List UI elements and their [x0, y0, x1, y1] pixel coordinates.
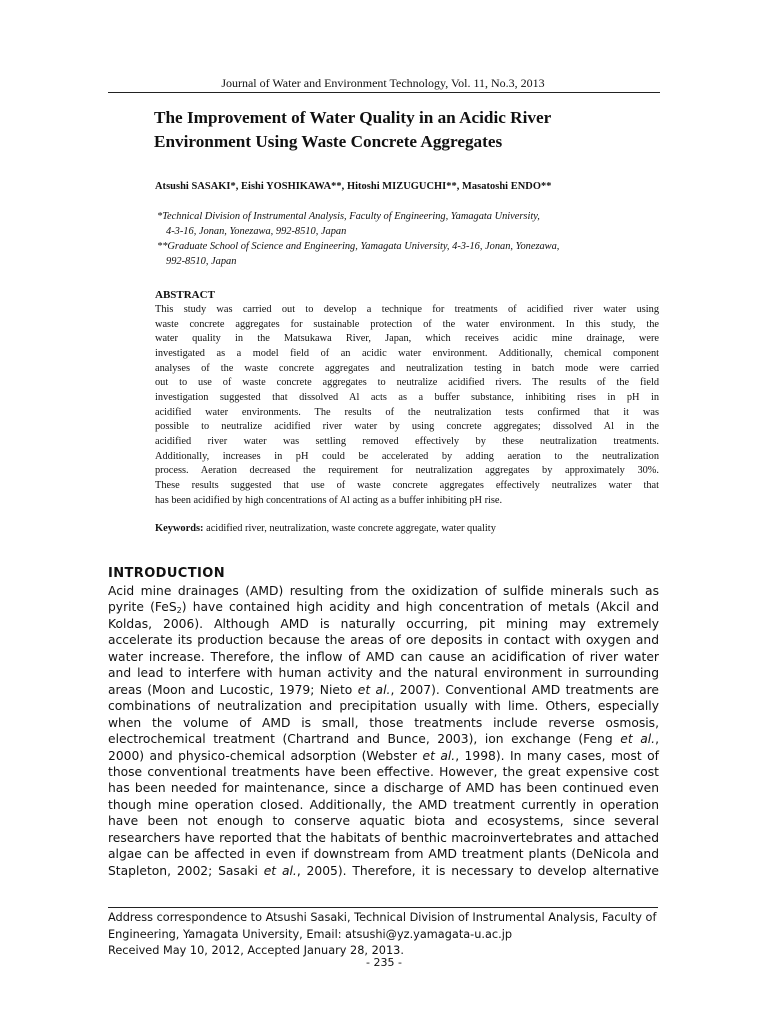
footnote-line-3: Received May 10, 2012, Accepted January 28, 2013.	[108, 944, 404, 957]
author-list: Atsushi SASAKI*, Eishi YOSHIKAWA**, Hitoshi MIZUGUCHI**, Masatoshi ENDO**	[155, 181, 552, 192]
abstract-line: possible to neutralize acidified river water by using concrete aggregates; dissolved Al in the	[155, 421, 659, 433]
keywords-text: acidified river, neutralization, waste concrete aggregate, water quality	[203, 523, 496, 534]
title-line-2: Environment Using Waste Concrete Aggregates	[154, 132, 503, 151]
affiliation-1-line-2: 4-3-16, Jonan, Yonezawa, 992-8510, Japan	[166, 226, 347, 237]
affiliation-2-line-2: 992-8510, Japan	[166, 256, 237, 267]
abstract-line: investigation suggested that dissolved Al acts as a buffer substance, inhibiting rises in pH in	[155, 391, 659, 403]
abstract-line: This study was carried out to develop a technique for treatments of acidified river water using	[155, 304, 659, 315]
footnote-line-1: Address correspondence to Atsushi Sasaki, Technical Division of Instrumental Analysis, Faculty of	[108, 911, 657, 924]
abstract-line: investigated as a model field of an acidic water environment. Additionally, chemical component	[155, 347, 659, 359]
abstract-line: Additionally, increases in pH could be accelerated by adding aeration to the neutralization	[155, 450, 659, 462]
introduction-heading: INTRODUCTION	[108, 566, 225, 581]
abstract-line: acidified water environments. The results of the neutralization tests confirmed that it was	[155, 406, 659, 418]
abstract-line: These results suggested that use of waste concrete aggregates effectively neutralizes water that	[155, 479, 659, 491]
subscript: 2	[176, 606, 182, 616]
introduction-line: combinations of neutralization and precipitation usually with lime. Others, especially	[108, 699, 659, 714]
introduction-line: water increase. Therefore, the inflow of AMD can cause an acidification of river water	[108, 649, 659, 664]
italic-citation: et al.	[620, 732, 656, 747]
introduction-line: Stapleton, 2002; Sasaki et al., 2005). Therefore, it is necessary to develop alternative	[108, 863, 659, 878]
abstract-heading: ABSTRACT	[155, 289, 215, 301]
introduction-line: has been needed for maintenance, since a discharge of AMD has been continued even	[108, 781, 659, 796]
journal-header: Journal of Water and Environment Technology, Vol. 11, No.3, 2013	[221, 76, 545, 90]
correspondence-footnote	[108, 910, 668, 960]
introduction-line: 2000) and physico-chemical adsorption (Webster et al., 1998). In many cases, most of	[108, 748, 659, 763]
abstract-line: waste concrete aggregates for sustainable protection of the water environment. In this study, the	[155, 318, 659, 330]
introduction-line: and lead to interfere with human activity and the natural environment in surrounding	[108, 666, 659, 681]
introduction-body	[108, 583, 659, 879]
affiliations	[157, 209, 667, 269]
introduction-line: accelerate its production because the areas of ore deposits in contact with oxygen and	[108, 633, 659, 648]
abstract-line: has been acidified by high concentrations of Al acting as a buffer inhibiting pH rise.	[155, 494, 503, 506]
introduction-line: though mine operation closed. Additionally, the AMD treatment currently in operation	[108, 797, 659, 812]
page-number: - 235 -	[366, 956, 402, 969]
introduction-line: algae can be affected in even if downstream from AMD treatment plants (DeNicola and	[108, 847, 659, 862]
abstract-line: out to use of waste concrete aggregates to neutralize acidified rivers. The results of the field	[155, 377, 659, 389]
italic-citation: et al.	[263, 863, 297, 878]
affiliation-2	[157, 239, 667, 269]
affiliation-1	[157, 209, 667, 239]
affiliation-2-line-1: **Graduate School of Science and Engineering, Yamagata University, 4-3-16, Jonan, Yonezawa,	[157, 241, 560, 252]
introduction-line: when the volume of AMD is small, those treatments include reverse osmosis,	[108, 715, 659, 730]
keywords	[155, 523, 675, 534]
italic-citation: et al.	[422, 748, 456, 763]
header-divider	[108, 92, 660, 93]
introduction-line: researchers have reported that the habitats of benthic macroinvertebrates and attached	[108, 830, 659, 845]
abstract-line: water quality in the Matsukawa River, Japan, which receives acidic mine drainage, were	[155, 333, 659, 345]
abstract-line: acidified river water was settling removed effectively by these neutralization treatments.	[155, 435, 659, 447]
footnote-divider	[108, 907, 658, 908]
abstract-line: analyses of the waste concrete aggregates and neutralization testing in batch mode were carried	[155, 362, 659, 374]
introduction-line: those conventional treatments have been effective. However, the great expensive cost	[108, 764, 659, 779]
abstract-line: process. Aeration decreased the requirement for neutralization aggregates by approximately 30%.	[155, 465, 659, 477]
introduction-line: electrochemical treatment (Chartrand and Bunce, 2003), ion exchange (Feng et al.,	[108, 732, 659, 747]
footnote-line-2: Engineering, Yamagata University, Email: atsushi@yz.yamagata-u.ac.jp	[108, 927, 513, 941]
introduction-line: pyrite (FeS$_2$) have contained high acidity and high concentration of metals (Akcil and	[108, 600, 660, 616]
introduction-line: Koldas, 2006). Although AMD is naturally occurring, pit mining may extremely	[108, 616, 659, 631]
paper-title	[154, 106, 674, 154]
keywords-label: Keywords:	[155, 523, 204, 534]
introduction-line: Acid mine drainages (AMD) resulting from the oxidization of sulfide minerals such as	[108, 584, 659, 598]
title-line-1: The Improvement of Water Quality in an Acidic River	[154, 108, 552, 127]
introduction-line: have been not enough to conserve aquatic biota and ecosystems, since several	[108, 814, 659, 829]
introduction-line: areas (Moon and Lucostic, 1979; Nieto et al., 2007). Conventional AMD treatments are	[108, 682, 659, 697]
affiliation-1-line-1: *Technical Division of Instrumental Analysis, Faculty of Engineering, Yamagata University,	[157, 211, 540, 222]
abstract-body	[155, 303, 659, 508]
italic-citation: et al.	[357, 682, 391, 697]
